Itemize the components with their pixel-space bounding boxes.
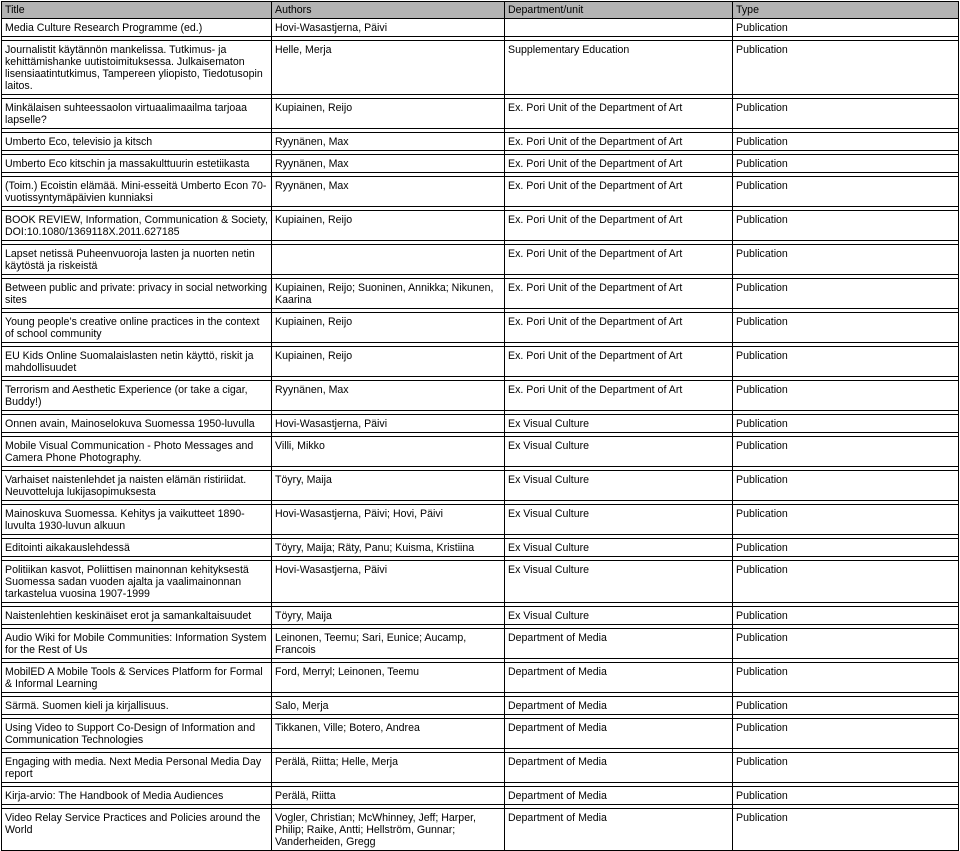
table-row: [2, 809, 959, 851]
publications-table: [1, 1, 959, 851]
table-row: [2, 19, 959, 37]
cell-type: Publication: [733, 809, 959, 851]
cell-department: Department of Media: [505, 719, 733, 749]
cell-title: Terrorism and Aesthetic Experience (or take a cigar, Buddy!): [2, 381, 272, 411]
cell-type: Publication: [733, 561, 959, 603]
cell-type: Publication: [733, 607, 959, 625]
table-row: [2, 471, 959, 501]
cell-authors: Hovi-Wasastjerna, Päivi: [272, 561, 505, 603]
cell-authors: Ryynänen, Max: [272, 381, 505, 411]
cell-title: Mobile Visual Communication - Photo Messages and Camera Phone Photography.: [2, 437, 272, 467]
cell-type: Publication: [733, 753, 959, 783]
cell-authors: Kupiainen, Reijo: [272, 211, 505, 241]
cell-type: Publication: [733, 539, 959, 557]
cell-department: Department of Media: [505, 663, 733, 693]
table-row: [2, 155, 959, 173]
cell-type: Publication: [733, 471, 959, 501]
cell-authors: Töyry, Maija; Räty, Panu; Kuisma, Kristiina: [272, 539, 505, 557]
cell-authors: Kupiainen, Reijo: [272, 313, 505, 343]
cell-department: Ex Visual Culture: [505, 539, 733, 557]
table-row: [2, 719, 959, 749]
table-row: [2, 313, 959, 343]
cell-title: Kirja-arvio: The Handbook of Media Audiences: [2, 787, 272, 805]
cell-authors: Hovi-Wasastjerna, Päivi; Hovi, Päivi: [272, 505, 505, 535]
cell-department: [505, 19, 733, 37]
cell-department: Ex Visual Culture: [505, 607, 733, 625]
cell-type: Publication: [733, 245, 959, 275]
cell-department: Supplementary Education: [505, 41, 733, 95]
cell-title: Young people’s creative online practices in the context of school community: [2, 313, 272, 343]
cell-type: Publication: [733, 663, 959, 693]
cell-type: Publication: [733, 19, 959, 37]
cell-authors: [272, 245, 505, 275]
table-row: [2, 753, 959, 783]
cell-title: EU Kids Online Suomalaislasten netin käyttö, riskit ja mahdollisuudet: [2, 347, 272, 377]
cell-authors: Ford, Merryl; Leinonen, Teemu: [272, 663, 505, 693]
cell-title: Audio Wiki for Mobile Communities: Information System for the Rest of Us: [2, 629, 272, 659]
cell-title: (Toim.) Ecoistin elämää. Mini-esseitä Umberto Econ 70-vuotissyntymäpäivien kunniaksi: [2, 177, 272, 207]
cell-department: Ex. Pori Unit of the Department of Art: [505, 177, 733, 207]
cell-title: Umberto Eco kitschin ja massakulttuurin estetiikasta: [2, 155, 272, 173]
table-row: [2, 41, 959, 95]
cell-department: Ex. Pori Unit of the Department of Art: [505, 133, 733, 151]
table-row: [2, 437, 959, 467]
cell-authors: Kupiainen, Reijo: [272, 347, 505, 377]
cell-type: Publication: [733, 697, 959, 715]
cell-type: Publication: [733, 99, 959, 129]
table-row: [2, 415, 959, 433]
header-title: Title: [2, 2, 272, 19]
cell-authors: Kupiainen, Reijo: [272, 99, 505, 129]
cell-type: Publication: [733, 629, 959, 659]
cell-type: Publication: [733, 719, 959, 749]
cell-type: Publication: [733, 41, 959, 95]
cell-authors: Töyry, Maija: [272, 607, 505, 625]
cell-type: Publication: [733, 347, 959, 377]
cell-department: Ex. Pori Unit of the Department of Art: [505, 99, 733, 129]
cell-authors: Hovi-Wasastjerna, Päivi: [272, 19, 505, 37]
cell-title: Varhaiset naistenlehdet ja naisten elämän ristiriidat. Neuvotteluja lukijasopimuksesta: [2, 471, 272, 501]
cell-department: Department of Media: [505, 629, 733, 659]
cell-authors: Perälä, Riitta; Helle, Merja: [272, 753, 505, 783]
cell-type: Publication: [733, 155, 959, 173]
cell-department: Ex. Pori Unit of the Department of Art: [505, 245, 733, 275]
cell-department: Ex. Pori Unit of the Department of Art: [505, 155, 733, 173]
cell-type: Publication: [733, 437, 959, 467]
cell-title: Using Video to Support Co-Design of Information and Communication Technologies: [2, 719, 272, 749]
cell-department: Ex. Pori Unit of the Department of Art: [505, 211, 733, 241]
table-row: [2, 697, 959, 715]
cell-department: Ex Visual Culture: [505, 415, 733, 433]
table-row: [2, 177, 959, 207]
table-row: [2, 561, 959, 603]
header-department: Department/unit: [505, 2, 733, 19]
table-row: [2, 787, 959, 805]
cell-title: Naistenlehtien keskinäiset erot ja samankaltaisuudet: [2, 607, 272, 625]
cell-type: Publication: [733, 279, 959, 309]
cell-department: Ex. Pori Unit of the Department of Art: [505, 347, 733, 377]
cell-title: Onnen avain, Mainoselokuva Suomessa 1950-luvulla: [2, 415, 272, 433]
cell-title: Särmä. Suomen kieli ja kirjallisuus.: [2, 697, 272, 715]
cell-title: BOOK REVIEW, Information, Communication & Society, DOI:10.1080/1369118X.2011.627185: [2, 211, 272, 241]
cell-authors: Töyry, Maija: [272, 471, 505, 501]
cell-type: Publication: [733, 133, 959, 151]
cell-department: Ex Visual Culture: [505, 561, 733, 603]
cell-type: Publication: [733, 177, 959, 207]
cell-authors: Ryynänen, Max: [272, 133, 505, 151]
table-row: [2, 99, 959, 129]
cell-title: Video Relay Service Practices and Policies around the World: [2, 809, 272, 851]
cell-type: Publication: [733, 505, 959, 535]
table-row: [2, 133, 959, 151]
cell-department: Department of Media: [505, 809, 733, 851]
table-row: [2, 381, 959, 411]
cell-authors: Villi, Mikko: [272, 437, 505, 467]
cell-authors: Ryynänen, Max: [272, 155, 505, 173]
cell-title: Politiikan kasvot, Poliittisen mainonnan kehityksestä Suomessa sadan vuoden ajalta ja vaalimainonnan tarkastelua vuosina 1907-1999: [2, 561, 272, 603]
cell-title: Lapset netissä Puheenvuoroja lasten ja nuorten netin käytöstä ja riskeistä: [2, 245, 272, 275]
cell-authors: Tikkanen, Ville; Botero, Andrea: [272, 719, 505, 749]
table-row: [2, 505, 959, 535]
table-row: [2, 347, 959, 377]
cell-title: MobilED A Mobile Tools & Services Platform for Formal & Informal Learning: [2, 663, 272, 693]
cell-department: Ex Visual Culture: [505, 505, 733, 535]
cell-department: Ex Visual Culture: [505, 437, 733, 467]
table-row: [2, 663, 959, 693]
table-row: [2, 607, 959, 625]
table-row: [2, 539, 959, 557]
header-authors: Authors: [272, 2, 505, 19]
cell-department: Ex. Pori Unit of the Department of Art: [505, 313, 733, 343]
cell-type: Publication: [733, 381, 959, 411]
table-row: [2, 629, 959, 659]
cell-authors: Perälä, Riitta: [272, 787, 505, 805]
cell-type: Publication: [733, 211, 959, 241]
cell-type: Publication: [733, 415, 959, 433]
cell-title: Mainoskuva Suomessa. Kehitys ja vaikutteet 1890-luvulta 1930-luvun alkuun: [2, 505, 272, 535]
cell-title: Umberto Eco, televisio ja kitsch: [2, 133, 272, 151]
cell-authors: Ryynänen, Max: [272, 177, 505, 207]
cell-authors: Helle, Merja: [272, 41, 505, 95]
cell-department: Ex Visual Culture: [505, 471, 733, 501]
header-type: Type: [733, 2, 959, 19]
cell-title: Minkälaisen suhteessaolon virtuaalimaailma tarjoaa lapselle?: [2, 99, 272, 129]
cell-authors: Leinonen, Teemu; Sari, Eunice; Aucamp, Francois: [272, 629, 505, 659]
header-row: [2, 2, 959, 19]
cell-department: Department of Media: [505, 697, 733, 715]
cell-department: Department of Media: [505, 753, 733, 783]
cell-authors: Kupiainen, Reijo; Suoninen, Annikka; Nikunen, Kaarina: [272, 279, 505, 309]
cell-department: Ex. Pori Unit of the Department of Art: [505, 381, 733, 411]
cell-authors: Salo, Merja: [272, 697, 505, 715]
cell-department: Department of Media: [505, 787, 733, 805]
table-row: [2, 211, 959, 241]
cell-department: Ex. Pori Unit of the Department of Art: [505, 279, 733, 309]
table-row: [2, 279, 959, 309]
table-row: [2, 245, 959, 275]
cell-authors: Vogler, Christian; McWhinney, Jeff; Harper, Philip; Raike, Antti; Hellström, Gunnar; Vanderheiden, Gregg: [272, 809, 505, 851]
cell-title: Editointi aikakauslehdessä: [2, 539, 272, 557]
cell-title: Between public and private: privacy in social networking sites: [2, 279, 272, 309]
cell-authors: Hovi-Wasastjerna, Päivi: [272, 415, 505, 433]
cell-title: Engaging with media. Next Media Personal Media Day report: [2, 753, 272, 783]
cell-title: Media Culture Research Programme (ed.): [2, 19, 272, 37]
cell-type: Publication: [733, 787, 959, 805]
cell-type: Publication: [733, 313, 959, 343]
table-body: [2, 19, 959, 851]
cell-title: Journalistit käytännön mankelissa. Tutkimus- ja kehittämishanke uutistoimituksessa. Julkaisematon lisensiaatintutkimus, Tampereen yliopisto, Tiedotusopin laitos.: [2, 41, 272, 95]
